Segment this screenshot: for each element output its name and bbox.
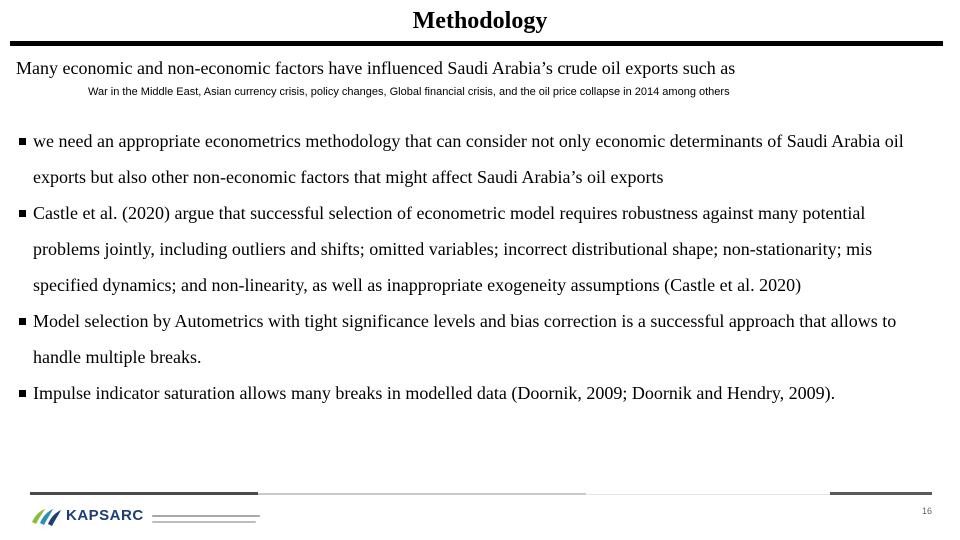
footer-rule-left — [30, 492, 258, 495]
bullet-list — [16, 123, 936, 411]
footer-rule-middle — [258, 493, 586, 495]
page-title: Methodology — [412, 8, 548, 34]
bullet-text: Castle et al. (2020) argue that successful selection of econometric model requires robustness against many potential problems jointly, including outliers and shifts; omitted variables; incorrect distributional shape; non-stationarity; mis specified dynamics; and non-linearity, as well as inappropriate exogeneity assumptions (Castle et al. 2020) — [33, 203, 873, 295]
intro-examples: War in the Middle East, Asian currency crisis, policy changes, Global financial crisis, and the oil price collapse in 2014 among others — [88, 86, 730, 98]
intro-text: Many economic and non-economic factors have influenced Saudi Arabia’s crude oil exports such as — [16, 58, 736, 78]
bullet-item — [16, 303, 936, 375]
title-divider — [10, 41, 943, 46]
bullet-item — [16, 123, 936, 195]
bullet-text: we need an appropriate econometrics methodology that can consider not only economic determinants of Saudi Arabia oil exports but also other non-economic factors that might affect Saudi Arabia’s oil exports — [33, 131, 904, 187]
square-bullet-icon — [16, 195, 28, 231]
kapsarc-logo — [30, 502, 150, 530]
bullet-item — [16, 375, 936, 411]
square-bullet-icon — [16, 303, 28, 339]
footer-tagline — [152, 513, 262, 525]
kapsarc-logo-icon — [30, 504, 64, 528]
tagline-line — [152, 521, 256, 523]
kapsarc-logo-text: KAPSARC — [66, 507, 144, 524]
footer-rule-middle-light — [586, 494, 830, 495]
bullet-text: Impulse indicator saturation allows many breaks in modelled data (Doornik, 2009; Doornik and Hendry, 2009). — [33, 383, 836, 403]
page-number: 16 — [921, 506, 932, 516]
footer-rule-right — [830, 492, 932, 495]
bullet-text: Model selection by Autometrics with tight significance levels and bias correction is a successful approach that allows to handle multiple breaks. — [33, 311, 897, 367]
tagline-line — [152, 515, 260, 517]
square-bullet-icon — [16, 375, 28, 411]
bullet-item — [16, 195, 936, 303]
square-bullet-icon — [16, 123, 28, 159]
